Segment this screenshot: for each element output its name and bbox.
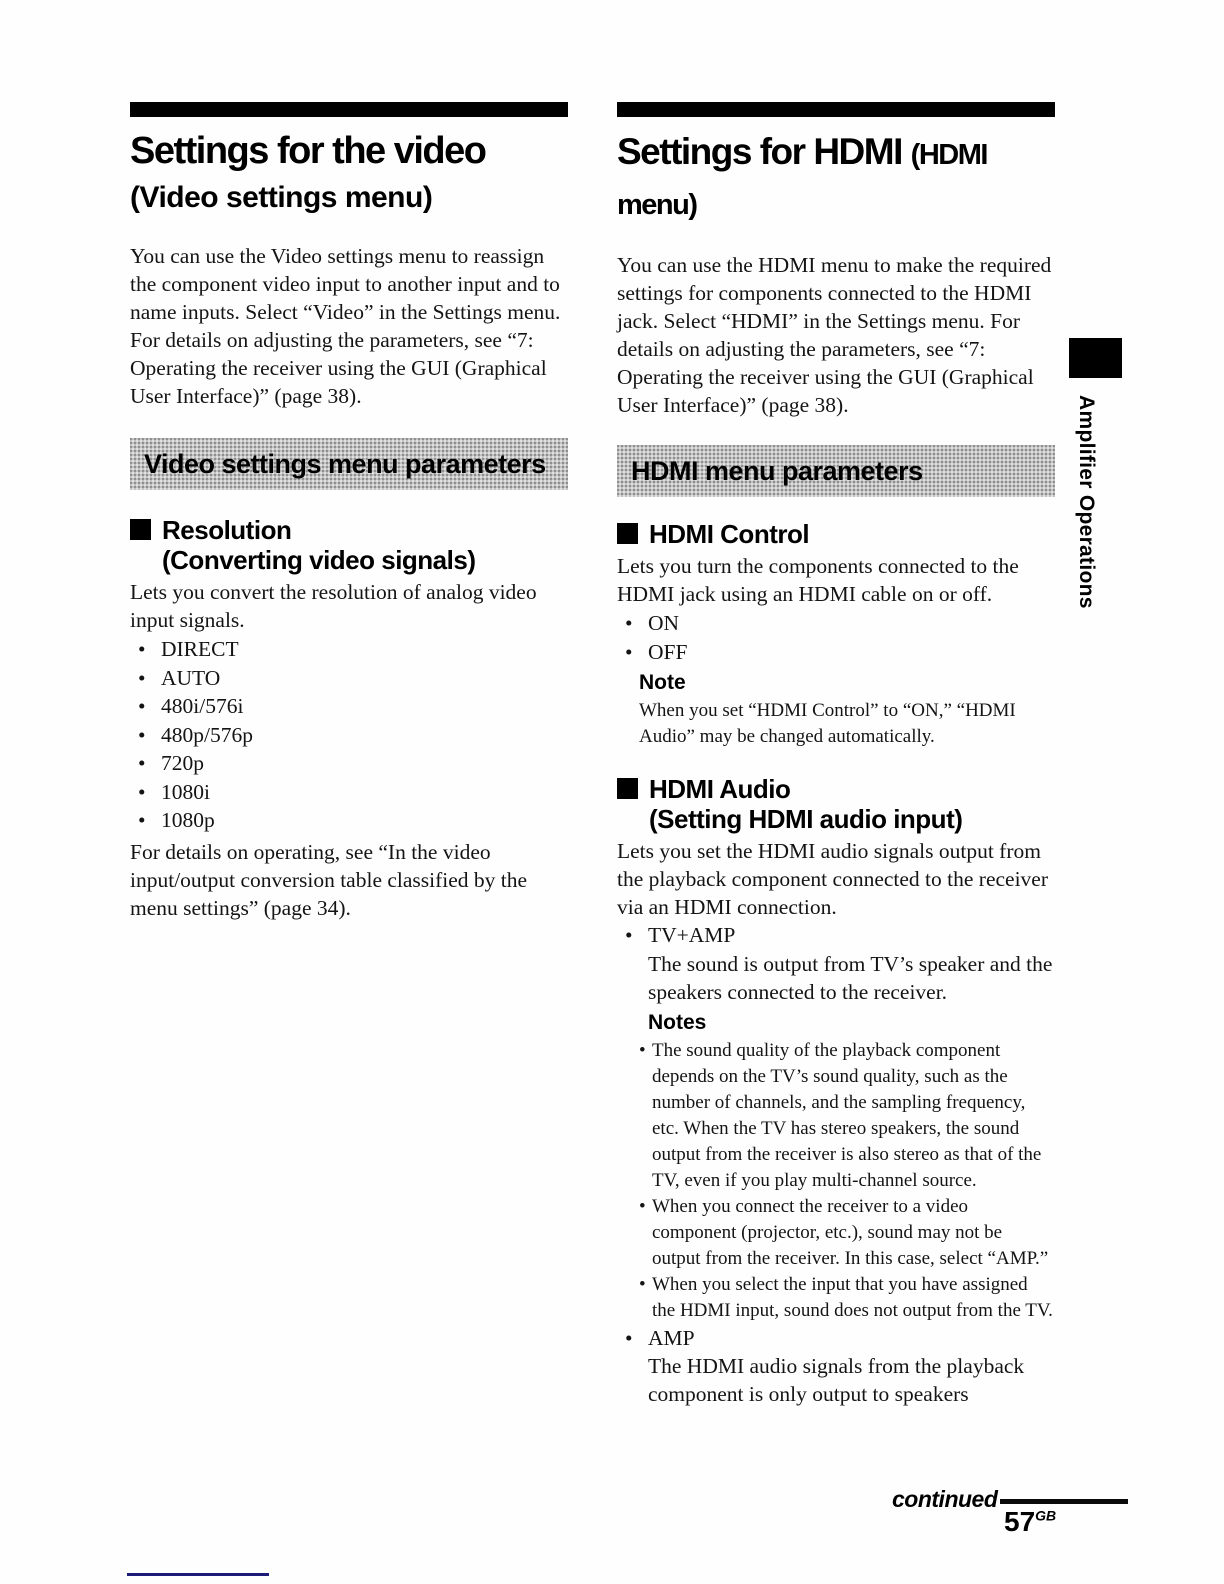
page-title-hdmi-main: Settings for HDMI xyxy=(617,131,911,172)
hdmi-audio-heading-line1: HDMI Audio xyxy=(649,774,791,804)
hdmi-audio-option-amp-desc: The HDMI audio signals from the playback component is only output to speakers xyxy=(648,1354,1025,1406)
note-label: Note xyxy=(639,671,686,694)
hdmi-control-option: • ON xyxy=(617,609,1055,638)
hdmi-control-heading-text: HDMI Control xyxy=(649,519,810,549)
hdmi-control-description: Lets you turn the components connected to the HDMI jack using an HDMI cable on or off. xyxy=(617,554,1019,606)
notes-label: Notes xyxy=(648,1010,707,1034)
hdmi-audio-option-tvamp-desc: The sound is output from TV’s speaker and the speakers connected to the receiver. xyxy=(648,951,1053,1004)
chapter-tab-label: Amplifier Operations xyxy=(1075,395,1098,609)
hdmi-audio-notes-list xyxy=(639,1038,1055,1324)
page-title-hdmi-paren: (HDMI menu) xyxy=(617,139,987,221)
hdmi-audio-notes xyxy=(648,1008,1055,1038)
note-item: • When you select the input that you have assigned the HDMI input, sound does not output from the TV. xyxy=(639,1272,1055,1324)
hdmi-control-note xyxy=(639,668,1055,750)
black-square-icon xyxy=(617,523,638,544)
resolution-description: Lets you convert the resolution of analog video input signals. xyxy=(130,580,537,632)
hdmi-audio-heading-line2: (Setting HDMI audio input) xyxy=(649,804,963,834)
resolution-heading-line1: Resolution xyxy=(162,515,292,545)
continued-rule xyxy=(1000,1499,1128,1504)
resolution-option: • 480i/576i xyxy=(130,692,568,721)
page-number xyxy=(1004,1506,1056,1538)
black-square-icon xyxy=(130,519,151,540)
black-square-icon xyxy=(617,778,638,799)
resolution-more-info: For details on operating, see “In the video input/output conversion table classified by the menu settings” (page 34). xyxy=(130,839,528,920)
video-intro-paragraph: You can use the Video settings menu to reassign the component video input to another input and to name inputs. Select “Video” in the Settings menu. For details on adjusting the parameters, see “7: Operating the receiver using the GUI (Graphical User Interface)” (page 38). xyxy=(130,244,561,408)
resolution-options xyxy=(130,635,568,835)
hdmi-audio-option-tvamp: • TV+AMP xyxy=(617,921,1055,950)
title-rule xyxy=(130,102,568,117)
chapter-tab-marker xyxy=(1069,338,1122,378)
resolution-option: • 720p xyxy=(130,749,568,778)
hdmi-audio-option-amp: • AMP xyxy=(617,1324,1055,1353)
resolution-option: • DIRECT xyxy=(130,635,568,664)
hdmi-intro-paragraph: You can use the HDMI menu to make the required settings for components connected to the HDMI jack. Select “HDMI” in the Settings menu. For details on adjusting the parameters, see “7: Operating the receiver using the GUI (Graphical User Interface)” (page 38). xyxy=(617,253,1052,417)
hdmi-parameters-header: HDMI menu parameters xyxy=(617,445,1055,497)
resolution-option: • AUTO xyxy=(130,664,568,693)
resolution-heading-line2: (Converting video signals) xyxy=(162,545,476,575)
page-title-hdmi xyxy=(617,128,1055,229)
title-rule xyxy=(617,102,1055,117)
page-region-code: GB xyxy=(1035,1507,1057,1524)
page-number-value: 57 xyxy=(1004,1506,1036,1537)
hdmi-control-options xyxy=(617,609,1055,666)
resolution-option: • 1080i xyxy=(130,778,568,807)
video-parameters-header: Video settings menu parameters xyxy=(130,438,568,490)
resolution-option: • 480p/576p xyxy=(130,721,568,750)
bottom-margin-rule xyxy=(127,1573,269,1576)
resolution-heading xyxy=(130,515,568,575)
note-text: When you set “HDMI Control” to “ON,” “HDMI Audio” may be changed automatically. xyxy=(639,700,1016,747)
right-column xyxy=(617,102,1055,1408)
left-column xyxy=(130,102,568,922)
hdmi-audio-description: Lets you set the HDMI audio signals output from the playback component connected to the receiver via an HDMI connection. xyxy=(617,839,1048,919)
note-item: • When you connect the receiver to a video component (projector, etc.), sound may not be output from the receiver. In this case, select “AMP.” xyxy=(639,1194,1055,1272)
page-subtitle-video: (Video settings menu) xyxy=(130,181,433,214)
hdmi-control-heading xyxy=(617,519,1055,549)
note-item: • The sound quality of the playback component depends on the TV’s sound quality, such as the number of channels, and the sampling frequency, etc. When the TV has stereo speakers, the sound output from the receiver is also stereo as that of the TV, even if you play multi-channel source. xyxy=(639,1038,1055,1194)
page-title-video: Settings for the video xyxy=(130,130,486,172)
hdmi-audio-heading xyxy=(617,774,1055,834)
hdmi-control-option: • OFF xyxy=(617,638,1055,667)
continued-label: continued xyxy=(892,1486,998,1512)
resolution-option: • 1080p xyxy=(130,806,568,835)
